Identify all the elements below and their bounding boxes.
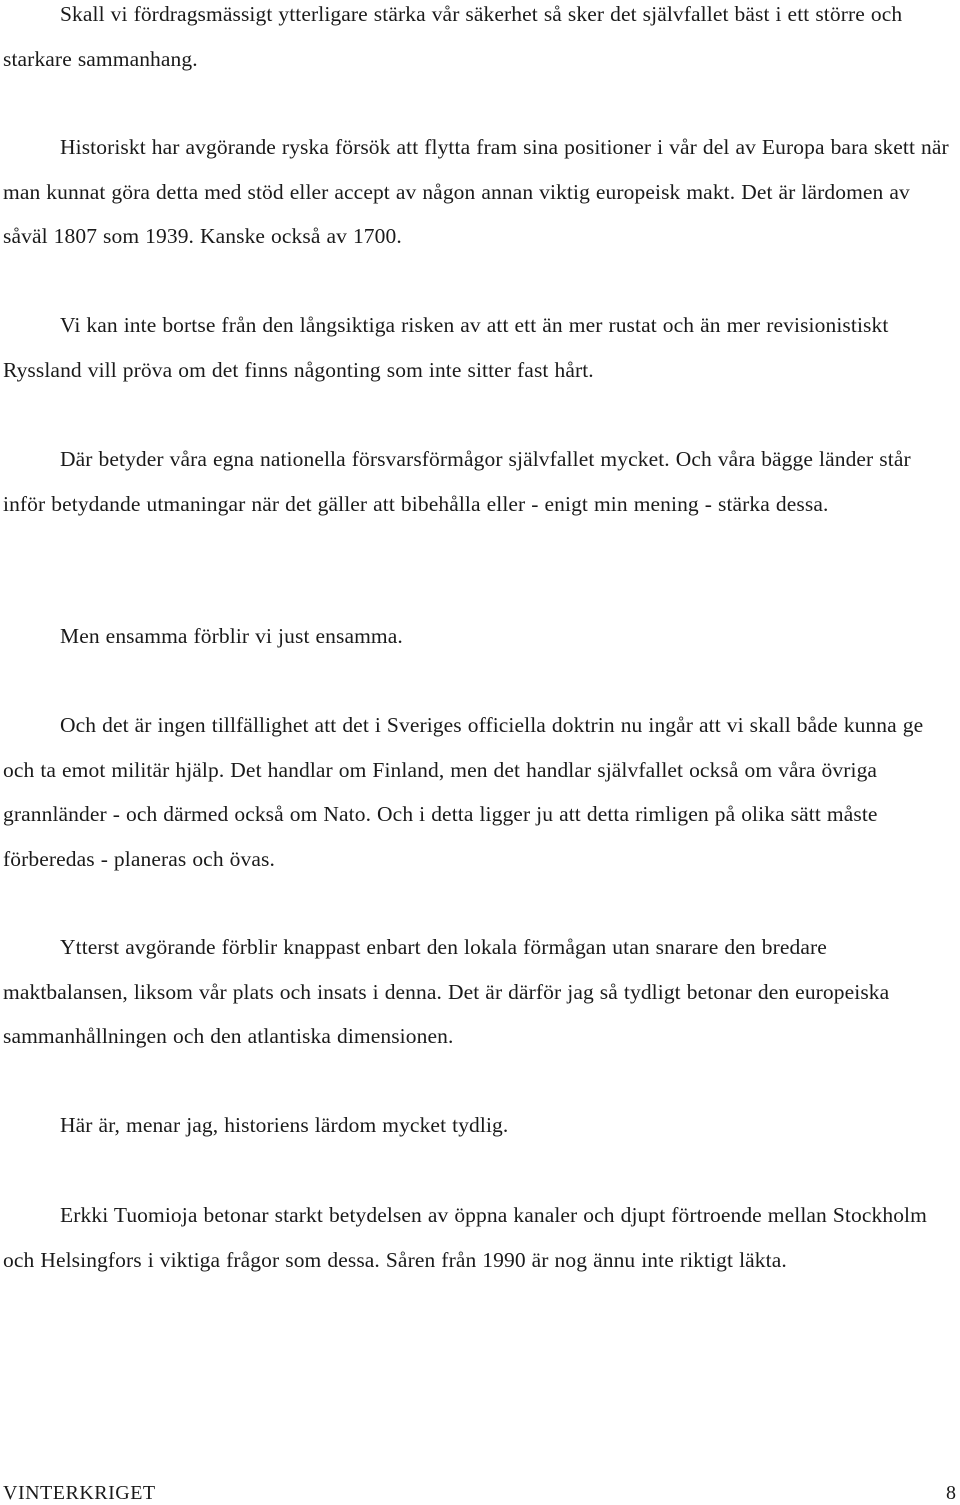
page-footer bbox=[0, 1480, 960, 1504]
paragraph-1: Skall vi fördragsmässigt ytterligare stärka vår säkerhet så sker det självfallet bäst i ett större och starkare sammanhang. bbox=[3, 2, 903, 71]
paragraph-5: Men ensamma förblir vi just ensamma. bbox=[60, 624, 403, 648]
footer-title: VINTERKRIGET bbox=[3, 1482, 156, 1504]
page-number: 8 bbox=[946, 1482, 956, 1504]
paragraph-7: Ytterst avgörande förblir knappast enbart den lokala förmågan utan snarare den bredare maktbalansen, liksom vår plats och insats i denna. Det är därför jag så tydligt betonar den europeiska sammanhållningen och den atlantiska dimensionen. bbox=[3, 935, 890, 1048]
paragraph-2: Historiskt har avgörande ryska försök att flytta fram sina positioner i vår del av Europa bara skett när man kunnat göra detta med stöd eller accept av någon annan viktig europeisk makt. Det är lärdomen av såväl 1807 som 1939. Kanske också av 1700. bbox=[3, 135, 949, 248]
paragraph-6: Och det är ingen tillfällighet att det i Sveriges officiella doktrin nu ingår att vi skall både kunna ge och ta emot militär hjälp. Det handlar om Finland, men det handlar självfallet också om våra övriga grannländer - och därmed också om Nato. Och i detta ligger ju att detta rimligen på olika sätt måste förberedas - planeras och övas. bbox=[3, 713, 924, 871]
paragraph-3: Vi kan inte bortse från den långsiktiga risken av att ett än mer rustat och än mer revisionistiskt Ryssland vill pröva om det finns någonting som inte sitter fast hårt. bbox=[3, 313, 889, 382]
paragraph-9: Erkki Tuomioja betonar starkt betydelsen av öppna kanaler och djupt förtroende mellan Stockholm och Helsingfors i viktiga frågor som dessa. Såren från 1990 är nog ännu inte riktigt läkta. bbox=[3, 1203, 927, 1272]
paragraph-4: Där betyder våra egna nationella försvarsförmågor självfallet mycket. Och våra bägge länder står inför betydande utmaningar när det gäller att bibehålla eller - enigt min mening - stärka dessa. bbox=[3, 447, 911, 516]
paragraph-8: Här är, menar jag, historiens lärdom mycket tydlig. bbox=[60, 1113, 509, 1137]
